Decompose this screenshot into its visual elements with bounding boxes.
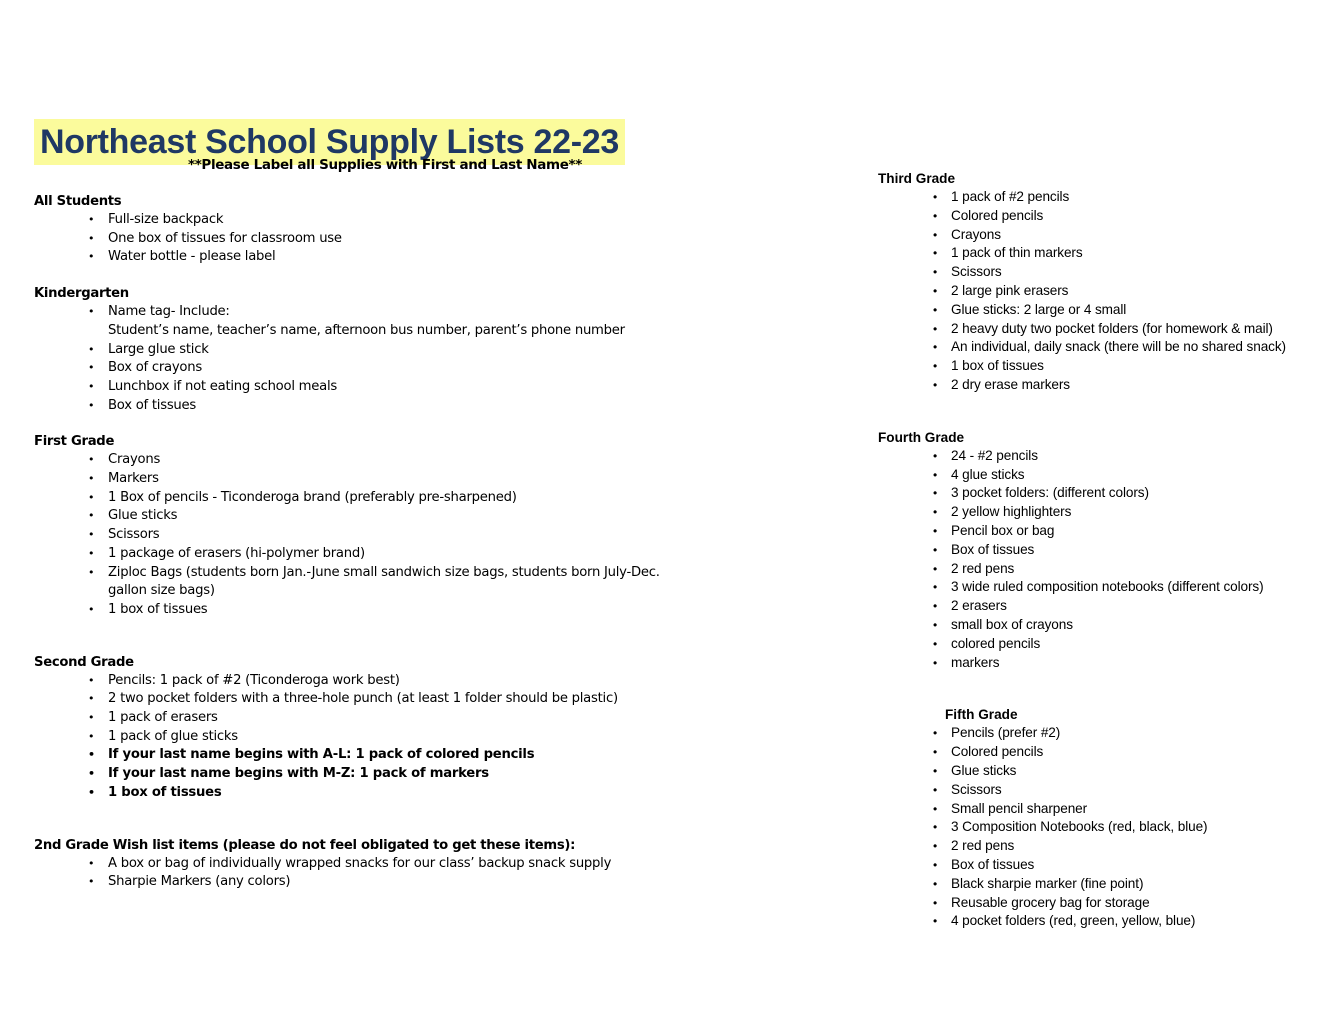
- supply-item: [878, 837, 1308, 856]
- supply-item: [878, 762, 1308, 781]
- supply-item-text: 1 box of tissues: [108, 601, 208, 617]
- supply-item: [878, 875, 1308, 894]
- supply-item-text: Crayons: [108, 452, 161, 468]
- supply-item-text: colored pencils: [951, 635, 1041, 651]
- supply-item-text: 1 package of erasers (hi-polymer brand): [108, 545, 365, 561]
- supply-item: [34, 359, 694, 378]
- section-spacer: [34, 803, 694, 836]
- supply-item-text: Glue sticks: 2 large or 4 small: [951, 301, 1127, 317]
- supply-item: [878, 743, 1308, 762]
- supply-item-text: Pencil box or bag: [951, 522, 1055, 538]
- supply-item-text: Lunchbox if not eating school meals: [108, 378, 338, 394]
- supply-item-text: One box of tissues for classroom use: [108, 230, 342, 246]
- supply-item-text: 4 glue sticks: [951, 466, 1025, 482]
- supply-item: [878, 207, 1308, 226]
- section-spacer: [34, 620, 694, 653]
- supply-item: [34, 709, 694, 728]
- supply-list: [878, 724, 1308, 931]
- supply-list: [34, 672, 694, 803]
- supply-item: [878, 263, 1308, 282]
- supply-item: [878, 226, 1308, 245]
- supply-item: [34, 303, 694, 340]
- supply-item: [878, 301, 1308, 320]
- supply-item-text: Black sharpie marker (fine point): [951, 875, 1144, 891]
- supply-item: [34, 489, 694, 508]
- section-spacer: [878, 395, 1308, 428]
- right-column: [878, 169, 1308, 931]
- section-heading: All Students: [34, 194, 122, 209]
- supply-item: [878, 447, 1308, 466]
- supply-list: [878, 447, 1308, 673]
- section-heading: Kindergarten: [34, 286, 129, 302]
- supply-item: [34, 230, 694, 249]
- supply-item-text: Glue sticks: [108, 508, 178, 524]
- supply-item-text: 2 two pocket folders with a three-hole punch (at least 1 folder should be plastic): [108, 691, 618, 707]
- supply-item-text: Scissors: [951, 264, 1002, 280]
- supply-item-text: Scissors: [951, 781, 1002, 797]
- supply-item-text: A box or bag of individually wrapped snacks for our class’ backup snack supply: [108, 855, 612, 871]
- section-third-grade: [878, 169, 1308, 395]
- supply-item-text: 1 pack of erasers: [108, 710, 218, 726]
- page-title: Northeast School Supply Lists 22-23: [34, 119, 625, 165]
- supply-item: [34, 672, 694, 691]
- section-heading: Second Grade: [34, 654, 134, 670]
- supply-item-text: Name tag- Include:: [108, 304, 230, 320]
- supply-item: [34, 526, 694, 545]
- supply-item-text: 1 pack of thin markers: [951, 245, 1083, 261]
- section-heading: First Grade: [34, 434, 115, 450]
- supply-item: [878, 320, 1308, 339]
- supply-item-text: 2 erasers: [951, 598, 1007, 614]
- supply-item-text: 1 pack of #2 pencils: [951, 189, 1070, 204]
- supply-item-text: Sharpie Markers (any colors): [108, 874, 291, 890]
- supply-item: [878, 856, 1308, 875]
- supply-item-text: small box of crayons: [951, 616, 1073, 632]
- supply-item: [34, 341, 694, 360]
- supply-list: [34, 855, 694, 892]
- section-spacer: [34, 267, 694, 284]
- supply-item-text: 24 - #2 pencils: [951, 447, 1038, 463]
- supply-item: [34, 784, 694, 803]
- supply-item-text: Reusable grocery bag for storage: [951, 894, 1150, 910]
- supply-item-text: Colored pencils: [951, 744, 1044, 760]
- supply-item-text: Colored pencils: [951, 207, 1044, 223]
- supply-item-continuation: Student’s name, teacher’s name, afternoon bus number, parent’s phone number: [108, 322, 625, 338]
- supply-item: [34, 397, 694, 416]
- supply-item-text: Full-size backpack: [108, 212, 224, 227]
- section-2nd-grade-wish-list-items-please-do-not-: [34, 836, 694, 892]
- supply-list: [878, 188, 1308, 395]
- supply-item: [878, 357, 1308, 376]
- supply-item: [34, 746, 694, 765]
- supply-item-text: 2 large pink erasers: [951, 282, 1069, 298]
- supply-item-text: 1 box of tissues: [951, 358, 1044, 374]
- supply-item: [878, 597, 1308, 616]
- supply-item-text: 2 red pens: [951, 838, 1015, 854]
- supply-item: [878, 466, 1308, 485]
- supply-item: [34, 765, 694, 784]
- supply-item: [34, 545, 694, 564]
- supply-item-text: 3 Composition Notebooks (red, black, blue): [951, 819, 1208, 835]
- supply-item-text: Box of tissues: [951, 541, 1035, 557]
- supply-item: [878, 724, 1308, 743]
- supply-item: [878, 282, 1308, 301]
- section-first-grade: [34, 432, 694, 619]
- section-all-students: [34, 192, 694, 267]
- supply-item-text: 2 dry erase markers: [951, 376, 1070, 392]
- supply-item: [34, 728, 694, 747]
- supply-item-text: 3 wide ruled composition notebooks (different colors): [951, 579, 1264, 595]
- supply-item-text: If your last name begins with M-Z: 1 pack of markers: [108, 766, 489, 782]
- supply-item: [34, 564, 694, 601]
- supply-item: [878, 541, 1308, 560]
- supply-item: [878, 188, 1308, 207]
- supply-item: [34, 855, 694, 874]
- section-kindergarten: [34, 284, 694, 415]
- supply-item: [34, 211, 694, 230]
- section-heading: 2nd Grade Wish list items (please do not feel obligated to get these items):: [34, 837, 576, 853]
- supply-item: [878, 635, 1308, 654]
- supply-item-text: Water bottle - please label: [108, 249, 276, 265]
- supply-item: [878, 800, 1308, 819]
- supply-item-text: Markers: [108, 471, 159, 487]
- supply-item: [878, 654, 1308, 673]
- supply-list: [34, 211, 694, 267]
- section-spacer: [878, 672, 1308, 705]
- supply-item: [878, 616, 1308, 635]
- supply-item: [878, 376, 1308, 395]
- section-heading: Fifth Grade: [945, 707, 1018, 723]
- supply-item-text: 3 pocket folders: (different colors): [951, 485, 1149, 501]
- supply-item-text: Large glue stick: [108, 341, 209, 357]
- supply-item-text: Ziploc Bags (students born Jan.-June small sandwich size bags, students born July-Dec. gallon size bags): [108, 564, 660, 599]
- supply-item: [878, 781, 1308, 800]
- supply-item: [34, 873, 694, 892]
- supply-item-text: 2 yellow highlighters: [951, 504, 1072, 520]
- supply-item-text: Scissors: [108, 527, 160, 543]
- supply-item: [34, 451, 694, 470]
- supply-item: [878, 338, 1308, 357]
- section-second-grade: [34, 653, 694, 803]
- supply-item: [878, 522, 1308, 541]
- supply-item: [878, 503, 1308, 522]
- section-heading: Third Grade: [878, 171, 956, 186]
- supply-item: [34, 470, 694, 489]
- section-heading: Fourth Grade: [878, 429, 965, 445]
- supply-item-text: Pencils: 1 pack of #2 (Ticonderoga work best): [108, 672, 400, 688]
- supply-item-text: Box of crayons: [108, 360, 202, 376]
- supply-item: [34, 507, 694, 526]
- left-column: [34, 192, 694, 892]
- supply-item-text: 2 heavy duty two pocket folders (for homework & mail): [951, 320, 1273, 336]
- supply-item-text: 4 pocket folders (red, green, yellow, blue): [951, 913, 1196, 929]
- supply-item-text: 2 red pens: [951, 560, 1015, 576]
- section-fifth-grade: [878, 705, 1308, 931]
- supply-item: [878, 912, 1308, 931]
- supply-item: [34, 601, 694, 620]
- supply-item: [878, 244, 1308, 263]
- supply-item: [34, 378, 694, 397]
- supply-item: [878, 818, 1308, 837]
- supply-item: [878, 894, 1308, 913]
- page-subtitle: **Please Label all Supplies with First and Last Name**: [188, 157, 582, 173]
- supply-item-text: An individual, daily snack (there will be no shared snack): [951, 339, 1286, 355]
- supply-item-text: 1 pack of glue sticks: [108, 728, 238, 744]
- supply-item-text: 1 box of tissues: [108, 784, 222, 800]
- supply-item-text: 1 Box of pencils - Ticonderoga brand (preferably pre-sharpened): [108, 489, 517, 505]
- supply-item: [878, 560, 1308, 579]
- supply-list: [34, 451, 694, 619]
- supply-item: [878, 578, 1308, 597]
- section-fourth-grade: [878, 428, 1308, 673]
- supply-item-text: If your last name begins with A-L: 1 pack of colored pencils: [108, 747, 535, 763]
- supply-list: [34, 303, 694, 415]
- supply-item: [34, 248, 694, 267]
- supply-item-text: Crayons: [951, 226, 1001, 242]
- supply-item-text: Small pencil sharpener: [951, 800, 1088, 816]
- supply-item-text: Pencils (prefer #2): [951, 725, 1061, 741]
- supply-item: [34, 690, 694, 709]
- supply-item-text: markers: [951, 654, 1000, 670]
- section-spacer: [34, 415, 694, 432]
- supply-item-text: Glue sticks: [951, 762, 1017, 778]
- supply-item-text: Box of tissues: [951, 856, 1035, 872]
- supply-item: [878, 484, 1308, 503]
- supply-item-text: Box of tissues: [108, 397, 197, 413]
